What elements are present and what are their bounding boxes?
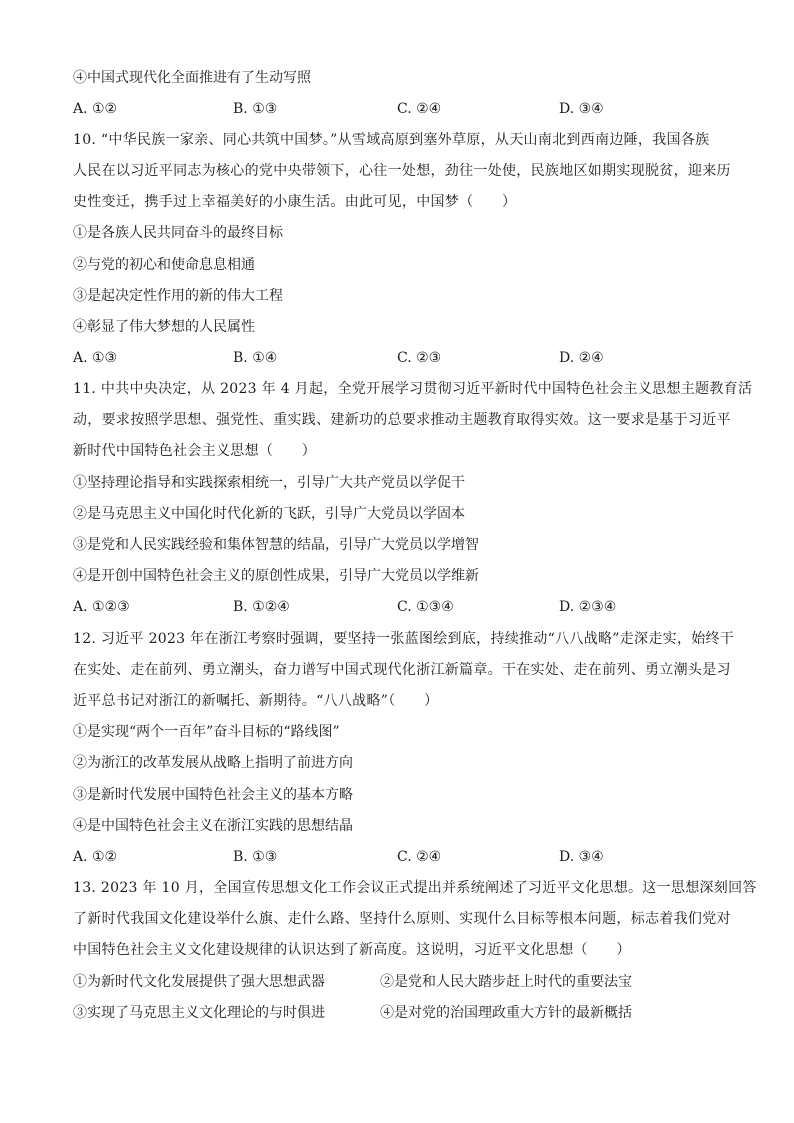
q12-stem-line-2: 在实处、走在前列、勇立潮头，奋力谱写中国式现代化浙江新篇章。干在实处、走在前列、勇立潮头是习 [73,662,731,678]
q11-stem-line-3: 新时代中国特色社会主义思想（ ） [73,443,317,459]
q10-stem-line-3: 史性变迁，携手过上幸福美好的小康生活。由此可见，中国梦（ ） [73,194,517,210]
q13-stem-line-1: 13. 2023 年 10 月，全国宣传思想文化工作会议正式提出并系统阐述了习近平文化思想。这一思想深刻回答 [73,880,757,896]
q12-option-c[interactable]: C. ②④ [397,849,442,865]
q12-statement-1: ①是实现“两个一百年”奋斗目标的“路线图” [73,724,340,740]
q11-option-c[interactable]: C. ①③④ [397,599,454,615]
q9-option-b[interactable]: B. ①③ [233,101,278,117]
q11-option-a[interactable]: A. ①②③ [73,599,130,615]
q10-option-d[interactable]: D. ②④ [559,350,604,366]
q11-statement-4: ④是开创中国特色社会主义的原创性成果，引导广大党员以学维新 [73,568,479,584]
q13-statement-3: ③实现了马克思主义文化理论的与时俱进 [73,1005,325,1021]
q10-statement-4: ④彰显了伟大梦想的人民属性 [73,319,255,335]
q11-stem-line-2: 动，要求按照学思想、强党性、重实践、建新功的总要求推动主题教育取得实效。这一要求是基于习近平 [73,412,731,428]
q10-statement-3: ③是起决定性作用的新的伟大工程 [73,288,283,304]
q12-stem-line-1: 12. 习近平 2023 年在浙江考察时强调，要坚持一张蓝图绘到底，持续推动“八八战略”走深走实，始终干 [73,631,735,647]
q11-statement-3: ③是党和人民实践经验和集体智慧的结晶，引导广大党员以学增智 [73,537,479,553]
q10-statement-2: ②与党的初心和使命息息相通 [73,257,255,273]
q9-option-a[interactable]: A. ①② [73,101,118,117]
q13-stem-line-3: 中国特色社会主义文化建设规律的认识达到了新高度。这说明，习近平文化思想（ ） [73,942,631,958]
q11-option-b[interactable]: B. ①②④ [233,599,290,615]
q9-option-c[interactable]: C. ②④ [397,101,442,117]
q11-statement-2: ②是马克思主义中国化时代化新的飞跃，引导广大党员以学固本 [73,506,465,522]
q9-statement-4: ④中国式现代化全面推进有了生动写照 [73,70,311,86]
q13-statement-1: ①为新时代文化发展提供了强大思想武器 [73,974,325,990]
q12-option-d[interactable]: D. ③④ [559,849,604,865]
q11-option-d[interactable]: D. ②③④ [559,599,617,615]
q13-statement-4: ④是对党的治国理政重大方针的最新概括 [380,1005,632,1021]
q10-stem-line-1: 10. “中华民族一家亲、同心共筑中国梦。”从雪域高原到塞外草原，从天山南北到西南边陲，我国各族 [73,132,710,148]
q13-statement-2: ②是党和人民大踏步赶上时代的重要法宝 [380,974,632,990]
q10-option-b[interactable]: B. ①④ [233,350,278,366]
q13-stem-line-2: 了新时代我国文化建设举什么旗、走什么路、坚持什么原则、实现什么目标等根本问题，标志着我们党对 [73,911,731,927]
q11-statement-1: ①坚持理论指导和实践探索相统一，引导广大共产党员以学促干 [73,475,465,491]
q11-stem-line-1: 11. 中共中央决定，从 2023 年 4 月起，全党开展学习贯彻习近平新时代中国特色社会主义思想主题教育活 [73,381,753,397]
q10-stem-line-2: 人民在以习近平同志为核心的党中央带领下，心往一处想，劲往一处使，民族地区如期实现脱贫，迎来历 [73,163,731,179]
q12-statement-4: ④是中国特色社会主义在浙江实践的思想结晶 [73,818,353,834]
q12-statement-3: ③是新时代发展中国特色社会主义的基本方略 [73,787,353,803]
q12-option-b[interactable]: B. ①③ [233,849,278,865]
q9-option-d[interactable]: D. ③④ [559,101,604,117]
q10-option-c[interactable]: C. ②③ [397,350,442,366]
q12-statement-2: ②为浙江的改革发展从战略上指明了前进方向 [73,755,353,771]
q12-stem-line-3: 近平总书记对浙江的新嘱托、新期待。“八八战略”（ ） [73,693,439,709]
q10-statement-1: ①是各族人民共同奋斗的最终目标 [73,225,283,241]
q12-option-a[interactable]: A. ①② [73,849,118,865]
q10-option-a[interactable]: A. ①③ [73,350,118,366]
